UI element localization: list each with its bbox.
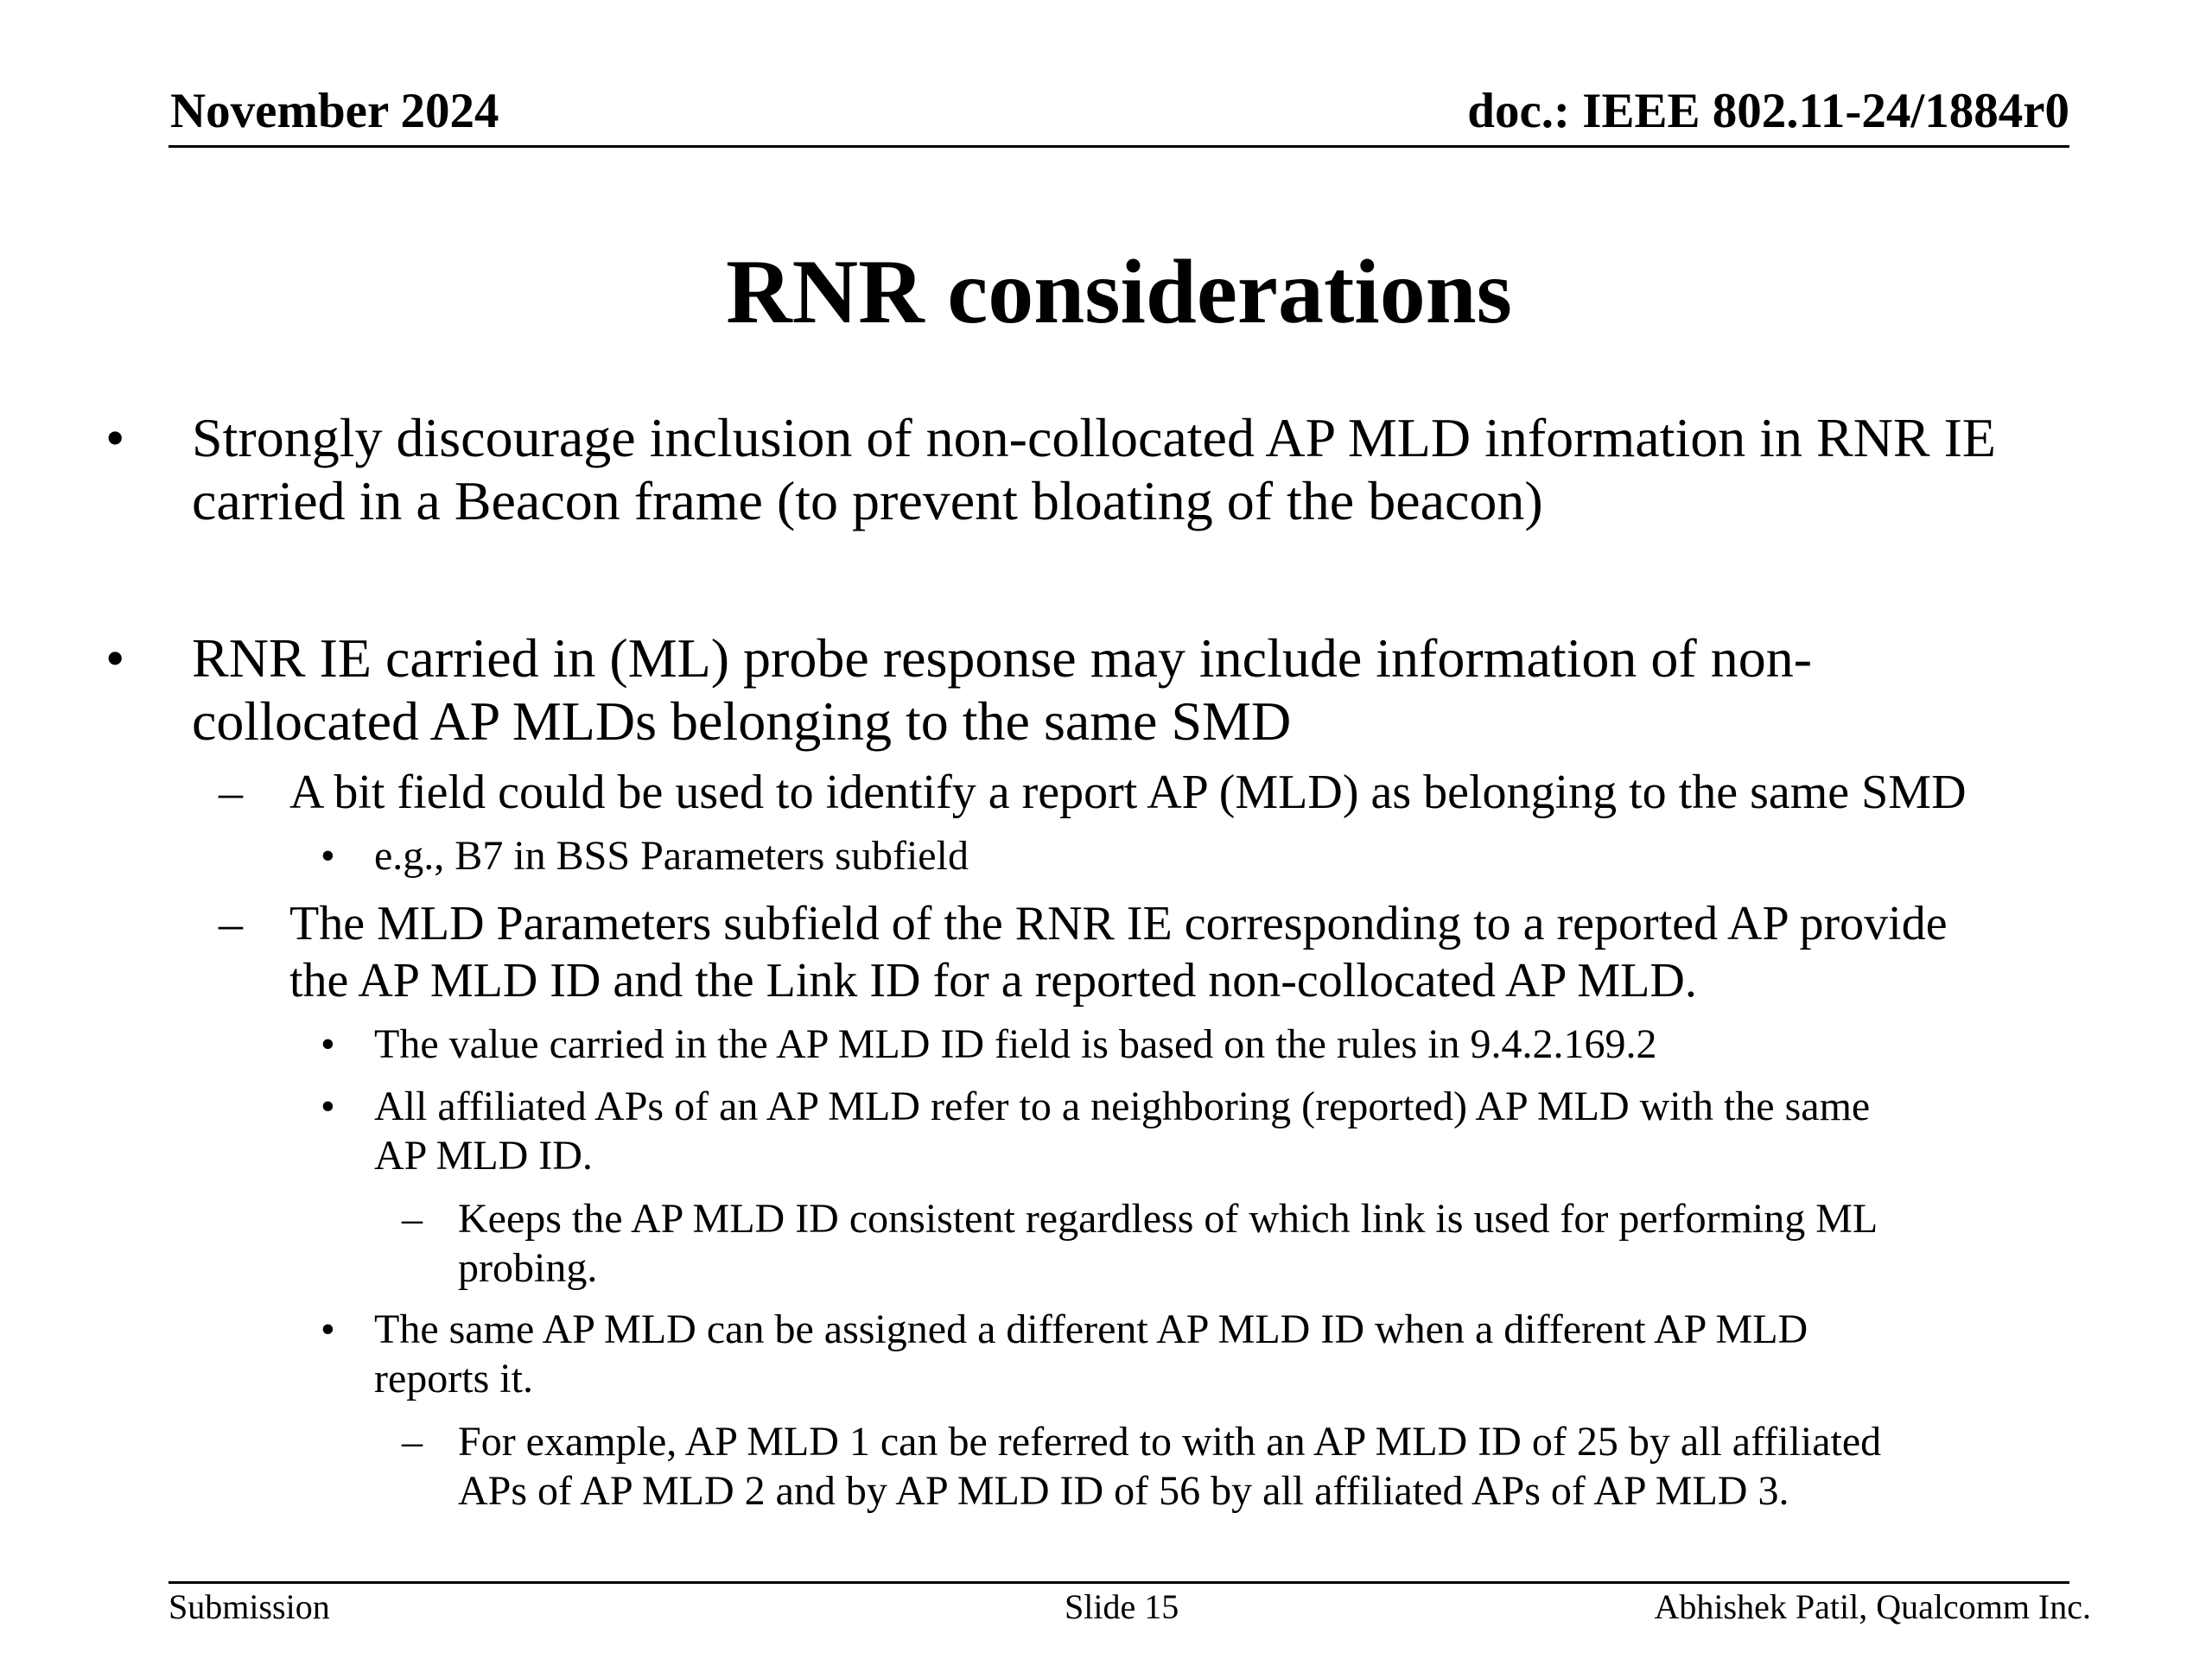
bullet-item <box>105 626 1813 753</box>
sub-bullet-item <box>219 895 1948 1009</box>
sub-sub-sub-bullet-item <box>402 1417 1882 1516</box>
bullet-line: The MLD Parameters subfield of the RNR IE corresponding to a reported AP provide <box>289 897 1948 950</box>
sub-bullet-item <box>219 764 1967 821</box>
bullet-line: For example, AP MLD 1 can be referred to with an AP MLD ID of 25 by all affiliated <box>458 1419 1882 1465</box>
bullet-line: e.g., B7 in BSS Parameters subfield <box>374 833 969 879</box>
header-date: November 2024 <box>170 84 499 138</box>
footer-submission: Submission <box>168 1587 330 1626</box>
bullet-line: The same AP MLD can be assigned a different AP MLD ID when a different AP MLD <box>374 1306 1808 1352</box>
slide-title: RNR considerations <box>726 241 1512 342</box>
bullet-line: the AP MLD ID and the Link ID for a reported non-collocated AP MLD. <box>289 954 1697 1007</box>
sub-sub-bullet-item <box>321 1305 1808 1403</box>
bullet-line: Strongly discourage inclusion of non-collocated AP MLD information in RNR IE <box>192 407 1996 468</box>
bullet-line: carried in a Beacon frame (to prevent bloating of the beacon) <box>192 470 1543 531</box>
bullet-line: Keeps the AP MLD ID consistent regardless of which link is used for performing ML <box>458 1196 1878 1242</box>
bullet-line: probing. <box>458 1245 598 1291</box>
bullet-line: RNR IE carried in (ML) probe response may include information of non- <box>192 627 1813 689</box>
sub-sub-sub-bullet-item <box>402 1194 1878 1293</box>
bullet-line: collocated AP MLDs belonging to the same SMD <box>192 690 1292 752</box>
bullet-marker: • <box>321 833 335 879</box>
bullet-line: reports it. <box>374 1356 533 1402</box>
bullet-line: A bit field could be used to identify a report AP (MLD) as belonging to the same SMD <box>289 766 1967 819</box>
bullet-marker: • <box>321 1021 335 1067</box>
bullet-line: The value carried in the AP MLD ID field is based on the rules in 9.4.2.169.2 <box>374 1021 1657 1067</box>
header-doc-id: doc.: IEEE 802.11-24/1884r0 <box>1467 84 2069 138</box>
sub-sub-bullet-item <box>321 1020 1657 1069</box>
sub-sub-bullet-item <box>321 831 969 880</box>
bullet-item <box>105 406 1996 532</box>
bullet-marker: • <box>321 1306 335 1352</box>
bullet-marker: • <box>105 627 125 689</box>
dash-marker: – <box>402 1196 423 1242</box>
bullet-line: All affiliated APs of an AP MLD refer to a neighboring (reported) AP MLD with the same <box>374 1084 1871 1129</box>
footer-author: Abhishek Patil, Qualcomm Inc. <box>1654 1587 2091 1626</box>
bullet-line: AP MLD ID. <box>374 1133 593 1179</box>
footer-divider <box>168 1581 2069 1584</box>
bullet-marker: • <box>321 1084 335 1129</box>
dash-marker: – <box>219 766 243 819</box>
bullet-marker: • <box>105 407 125 468</box>
dash-marker: – <box>402 1419 423 1465</box>
dash-marker: – <box>219 897 243 950</box>
sub-sub-bullet-item <box>321 1082 1871 1180</box>
footer-slide-number: Slide 15 <box>1065 1587 1179 1626</box>
bullet-line: APs of AP MLD 2 and by AP MLD ID of 56 by all affiliated APs of AP MLD 3. <box>458 1468 1789 1514</box>
